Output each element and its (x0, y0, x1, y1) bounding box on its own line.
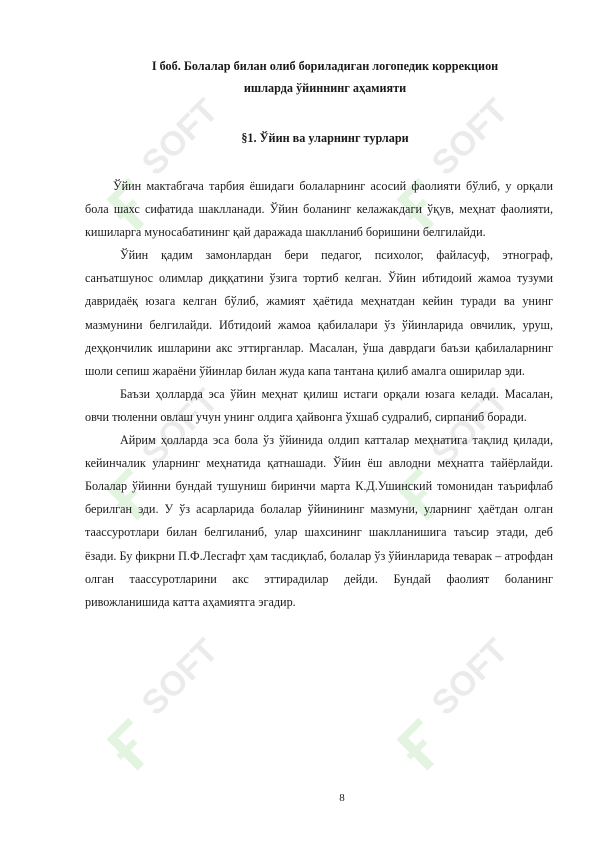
watermark-text: SOFT (424, 381, 516, 473)
watermark-logo (70, 610, 270, 810)
watermark-text: SOFT (424, 91, 516, 183)
watermark-text: SOFT (134, 91, 226, 183)
chapter-title (85, 55, 565, 99)
chapter-title-line1: I боб. Болалар билан олиб бориладиган логопедик коррекцион (151, 59, 499, 73)
paragraph: Айрим ҳолларда эса бола ўз ўйинида олдип катталар меҳнатига тақлид қилади, кейинчалик уларнинг меҳнатида қатнашади. Ўйин ёш авлодни меҳнатга тайёрлайди. Болалар ўйинни бундай тушуниш биринчи марта К.Д.Ушинский томонидан таърифлаб берилган эди. У ўз асарларида болалар ўйинининг мазмуни, уларнинг ҳаётдан олган таассуротлари билан белгиланиб, улар шахсининг шаклланишига таъсир этади, деб ёзади. Бу фикрни П.Ф.Лесгафт ҳам тасдиқлаб, болалар ўз ўйинларида теварак – атрофдан олган таассуротларини акс эттирадилар дейди. Бундай фаолият боланинг ривожланишида катта аҳамиятга эгадир. (85, 433, 553, 609)
page-number: 8 (339, 792, 345, 804)
watermark-glyph: Ғ (93, 706, 171, 784)
watermark-text: SOFT (424, 631, 516, 723)
watermark-text: SOFT (134, 631, 226, 723)
body-text (85, 175, 553, 614)
paragraph: Ўйин қадим замонлардан бери педагог, психолог, файласуф, этнограф, санъатшунос олимлар диққатини ўзига тортиб келган. Ўйин ибтидоий жамоа тузуми давридаёқ юзага келган бўлиб, жамият ҳаётида меҳнатдан кейин туради ва унинг мазмунини белгилайди. Ибтидоий жамоа қабилалари ўз ўйинларида овчилик, уруш, деҳқончилик ишларини акс эттирганлар. Масалан, ўша даврдаги баъзи қабилаларнинг шоли сепиш жараёни ўйинлар билан жуда капа тантана қилиб амалга оширилар эди. (85, 248, 553, 378)
watermark-glyph: Ғ (383, 456, 461, 534)
watermark-text: SOFT (134, 381, 226, 473)
watermark-glyph: Ғ (93, 456, 171, 534)
watermark-glyph: Ғ (93, 166, 171, 244)
section-title: §1. Ўйин ва уларнинг турлари (241, 131, 409, 145)
watermark-glyph: Ғ (383, 706, 461, 784)
watermark-glyph: Ғ (383, 166, 461, 244)
watermark-logo (360, 610, 560, 810)
chapter-title-line2: ишларда ўйиннинг аҳамияти (243, 81, 407, 95)
paragraph: Ўйин мактабгача тарбия ёшидаги болаларнинг асосий фаолияти бўлиб, у орқали бола шахс сифатида шаклланади. Ўйин боланинг келажакдаги ўқув, меҳнат фаолияти, кишиларга муносабатининг қай даражада шаклланиб боришини белгилайди. (85, 179, 553, 240)
paragraph: Баъзи ҳолларда эса ўйин меҳнат қилиш истаги орқали юзага келади. Масалан, овчи тюленни овлаш учун унинг олдига ҳайвонга ўхшаб судралиб, сирпаниб боради. (85, 386, 553, 424)
